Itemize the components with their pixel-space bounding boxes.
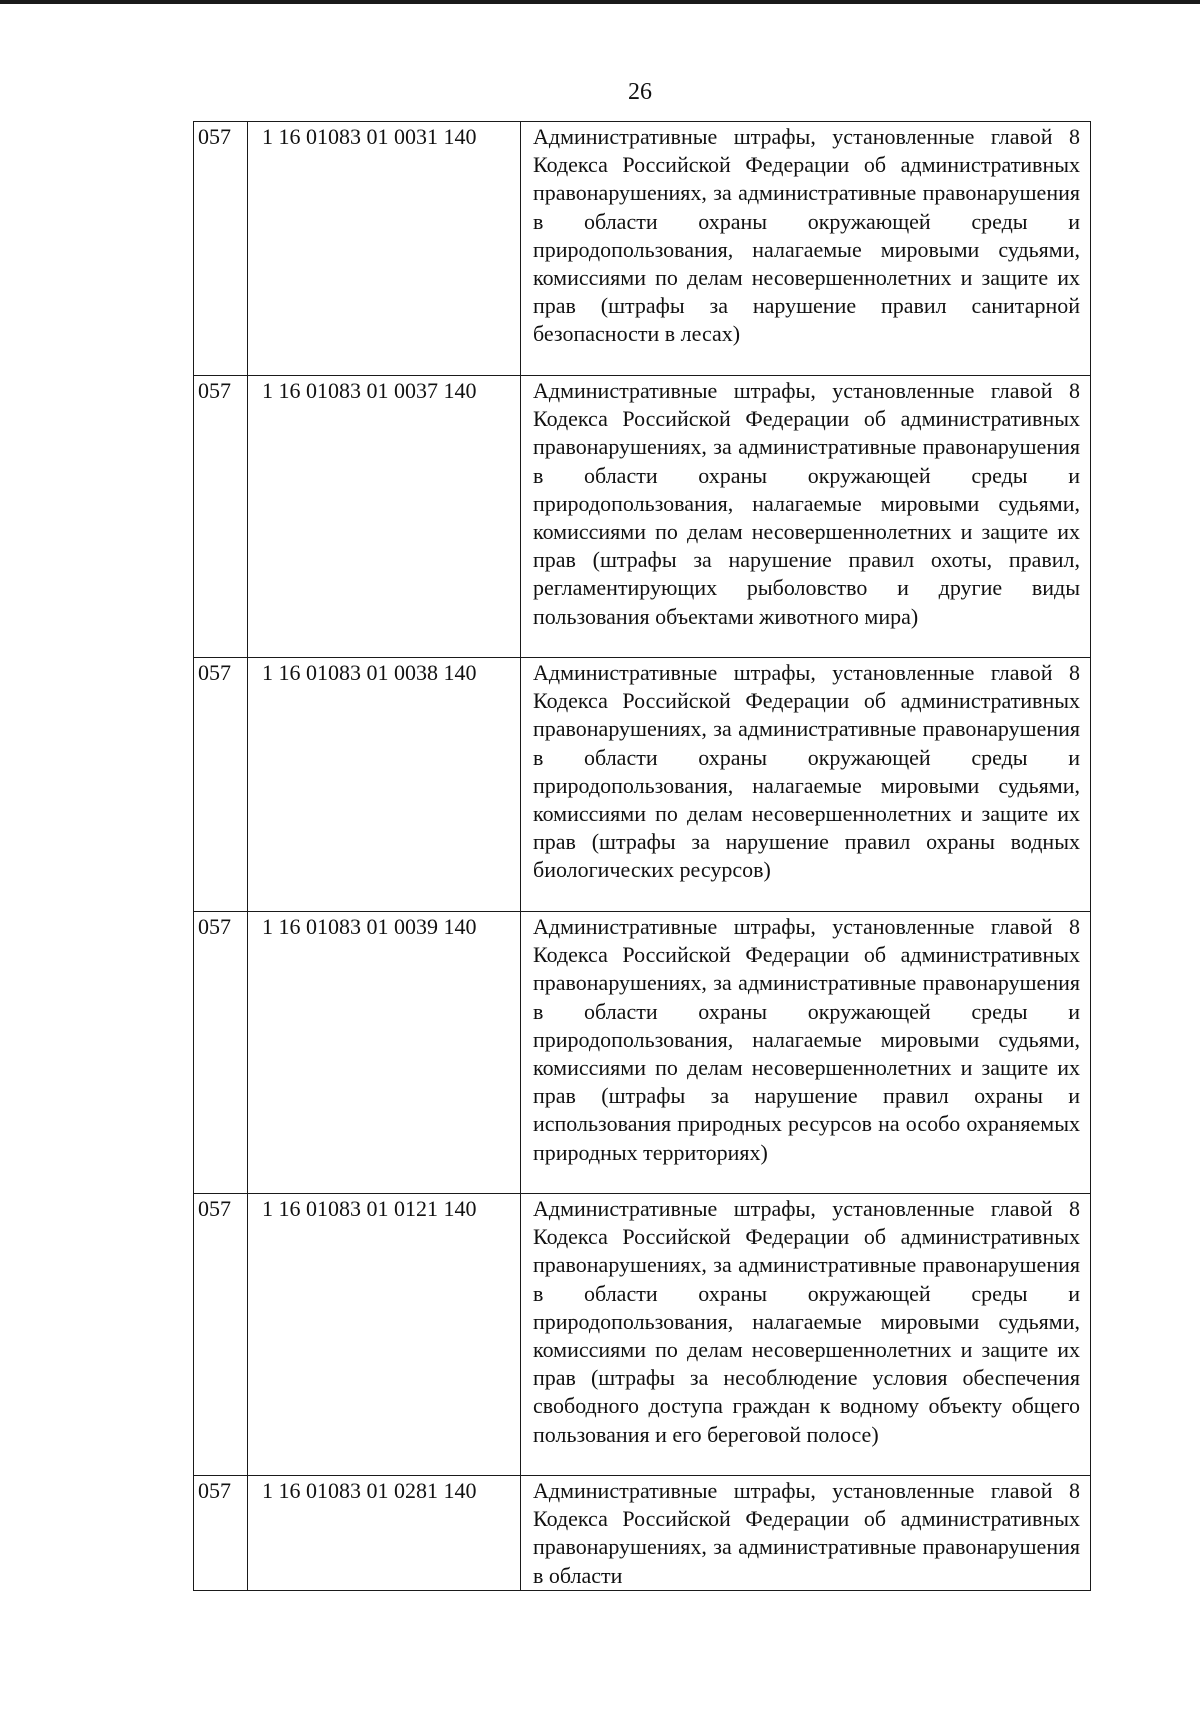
table-row [194, 1476, 1091, 1591]
kbk-code-cell: 1 16 01083 01 0031 140 [248, 122, 521, 376]
description-cell: Административные штрафы, установленные главой 8 Кодекса Российской Федерации об административных правонарушениях, за административные правонарушения в области охраны окружающей среды и природопользования, налагаемые мировыми судьями, комиссиями по делам несовершеннолетних и защите их прав (штрафы за нарушение правил охраны и использования природных ресурсов на особо охраняемых природных территориях) [521, 912, 1091, 1194]
kbk-code-cell: 1 16 01083 01 0039 140 [248, 912, 521, 1194]
kbk-code-cell: 1 16 01083 01 0038 140 [248, 658, 521, 912]
description-cell: Административные штрафы, установленные главой 8 Кодекса Российской Федерации об административных правонарушениях, за административные правонарушения в области [521, 1476, 1091, 1591]
description-cell: Административные штрафы, установленные главой 8 Кодекса Российской Федерации об административных правонарушениях, за административные правонарушения в области охраны окружающей среды и природопользования, налагаемые мировыми судьями, комиссиями по делам несовершеннолетних и защите их прав (штрафы за несоблюдение условия обеспечения свободного доступа граждан к водному объекту общего пользования и его береговой полосе) [521, 1194, 1091, 1476]
admin-code-cell: 057 [194, 1476, 248, 1591]
table-row [194, 1194, 1091, 1476]
kbk-code-cell: 1 16 01083 01 0281 140 [248, 1476, 521, 1591]
budget-codes-table [193, 121, 1091, 1591]
description-cell: Административные штрафы, установленные главой 8 Кодекса Российской Федерации об административных правонарушениях, за административные правонарушения в области охраны окружающей среды и природопользования, налагаемые мировыми судьями, комиссиями по делам несовершеннолетних и защите их прав (штрафы за нарушение правил охраны водных биологических ресурсов) [521, 658, 1091, 912]
description-cell: Административные штрафы, установленные главой 8 Кодекса Российской Федерации об административных правонарушениях, за административные правонарушения в области охраны окружающей среды и природопользования, налагаемые мировыми судьями, комиссиями по делам несовершеннолетних и защите их прав (штрафы за нарушение правил санитарной безопасности в лесах) [521, 122, 1091, 376]
kbk-code-cell: 1 16 01083 01 0121 140 [248, 1194, 521, 1476]
table-row [194, 912, 1091, 1194]
kbk-code-cell: 1 16 01083 01 0037 140 [248, 376, 521, 658]
admin-code-cell: 057 [194, 912, 248, 1194]
table-row [194, 658, 1091, 912]
admin-code-cell: 057 [194, 122, 248, 376]
admin-code-cell: 057 [194, 376, 248, 658]
top-scan-border [0, 0, 1200, 4]
page-number: 26 [628, 79, 652, 105]
description-cell: Административные штрафы, установленные главой 8 Кодекса Российской Федерации об административных правонарушениях, за административные правонарушения в области охраны окружающей среды и природопользования, налагаемые мировыми судьями, комиссиями по делам несовершеннолетних и защите их прав (штрафы за нарушение правил охоты, правил, регламентирующих рыболовство и другие виды пользования объектами животного мира) [521, 376, 1091, 658]
table-row [194, 376, 1091, 658]
table-row [194, 122, 1091, 376]
admin-code-cell: 057 [194, 1194, 248, 1476]
admin-code-cell: 057 [194, 658, 248, 912]
